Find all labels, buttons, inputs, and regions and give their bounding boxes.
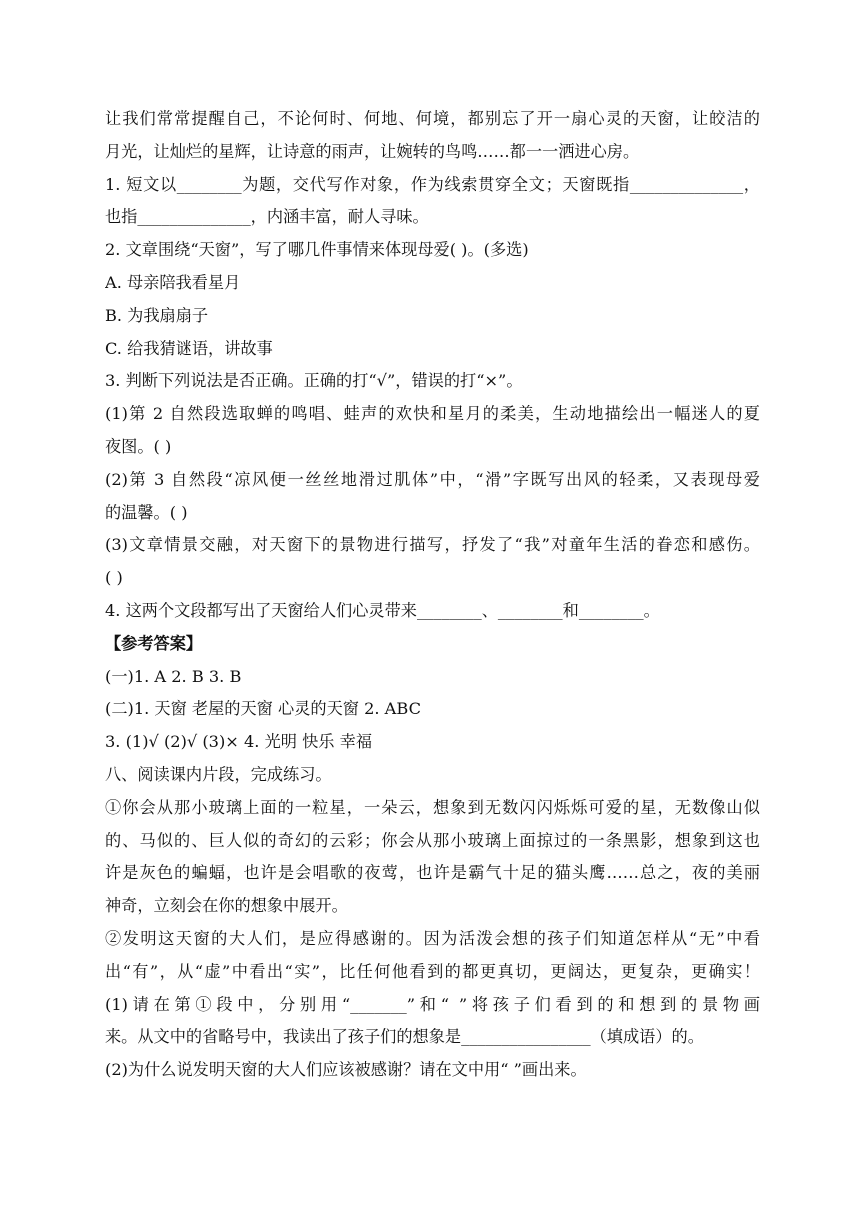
reading-passage-line: 神奇，立刻会在你的想象中展开。 <box>105 896 348 916</box>
answer-heading: 【参考答案】 <box>105 633 203 653</box>
question-3-line: 3. 判断下列说法是否正确。正确的打“√”，错误的打“×”。 <box>105 371 523 391</box>
option-a: A. 母亲陪我看星月 <box>105 272 241 292</box>
exercise-line: 来。从文中的省略号中，我读出了孩子们的想象是________________（填成语）的。 <box>105 1027 704 1047</box>
question-3-item: (2)第 3 自然段“凉风便一丝丝地滑过肌体”中，“滑”字既写出风的轻柔，又表现母爱 <box>105 469 760 489</box>
option-c: C. 给我猜谜语，讲故事 <box>105 338 273 358</box>
reading-passage-line: 出“有”，从“虚”中看出“实”，比任何他看到的都更真切，更阔达，更复杂，更确实！ <box>105 961 760 981</box>
passage-line: 让我们常常提醒自己，不论何时、何地、何境，都别忘了开一扇心灵的天窗，让皎洁的 <box>105 109 760 128</box>
reading-passage-line: ①你会从那小玻璃上面的一粒星，一朵云，想象到无数闪闪烁烁可爱的星，无数像山似 <box>105 797 760 817</box>
question-3-item: (1)第 2 自然段选取蝉的鸣唱、蛙声的欢快和星月的柔美，生动地描绘出一幅迷人的夏 <box>105 404 760 424</box>
question-3-item: ( ) <box>105 568 123 588</box>
reading-passage-line: ②发明这天窗的大人们，是应得感谢的。因为活泼会想的孩子们知道怎样从“无”中看 <box>105 928 760 948</box>
option-b: B. 为我扇扇子 <box>105 305 209 325</box>
reading-passage-line: 许是灰色的蝙蝠，也许是会唱歌的夜莺，也许是霸气十足的猫头鹰……总之，夜的美丽 <box>105 863 760 883</box>
question-3-item: 的温馨。( ) <box>105 502 188 522</box>
passage-line: 月光，让灿烂的星辉，让诗意的雨声，让婉转的鸟鸣……都一一洒进心房。 <box>105 141 640 161</box>
exercise-line: (2)为什么说发明天窗的大人们应该被感谢？请在文中用“ ”画出来。 <box>105 1060 587 1080</box>
exercise-line: (1)请在第①段中，分别用“_______”和“ ”将孩子们看到的和想到的景物画 <box>105 994 760 1014</box>
section-heading: 八、阅读课内片段，完成练习。 <box>105 764 332 784</box>
answer-line: (一)1. A 2. B 3. B <box>105 666 242 686</box>
answer-line: (二)1. 天窗 老屋的天窗 心灵的天窗 2. ABC <box>105 699 421 719</box>
answer-line: 3. (1)√ (2)√ (3)× 4. 光明 快乐 幸福 <box>105 732 373 752</box>
question-3-item: 夜图。( ) <box>105 436 172 456</box>
reading-passage-line: 的、马似的、巨人似的奇幻的云彩；你会从那小玻璃上面掠过的一条黑影，想象到这也 <box>105 830 760 850</box>
question-1-line: 也指______________，内涵丰富，耐人寻味。 <box>105 207 429 227</box>
document-page <box>105 103 760 1087</box>
question-4-line: 4. 这两个文段都写出了天窗给人们心灵带来________、________和________。 <box>105 600 660 620</box>
question-2-line: 2. 文章围绕“天窗”，写了哪几件事情来体现母爱( )。(多选) <box>105 240 529 260</box>
question-1-line: 1. 短文以________为题，交代写作对象，作为线索贯穿全文；天窗既指______________， <box>105 174 760 194</box>
question-3-item: (3)文章情景交融，对天窗下的景物进行描写，抒发了“我”对童年生活的眷恋和感伤。 <box>105 535 760 555</box>
